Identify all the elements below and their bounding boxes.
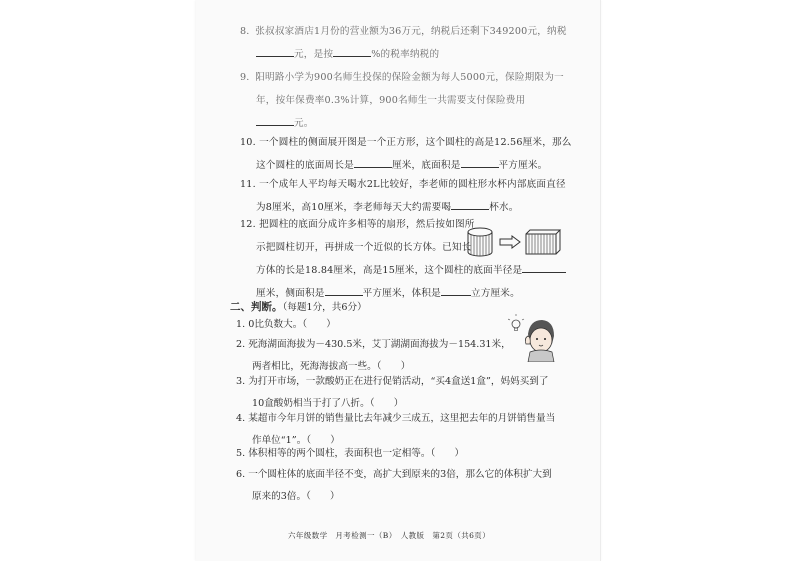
question-number: 1. (236, 319, 246, 330)
question-text: 某超市今年月饼的销售量比去年减少三成五，这里把去年的月饼销售量当 (248, 413, 556, 424)
question-text: 原来的3倍。（ ） (252, 491, 340, 502)
question-text: 阳明路小学为900名师生投保的保险金额为每人5000元，保险期限为一 (255, 72, 564, 83)
section-heading: 二、判断。 (230, 301, 283, 313)
section-title (230, 299, 367, 314)
question-text: 一个圆柱体的底面半径不变，高扩大到原来的3倍，那么它的体积扩大到 (248, 469, 552, 480)
cylinder-sliced-icon (468, 228, 492, 256)
answer-blank[interactable] (522, 262, 566, 273)
page-edge (600, 0, 601, 561)
answer-blank[interactable] (256, 46, 294, 57)
question-number: 6. (236, 469, 246, 480)
question-text: 元。 (294, 118, 314, 129)
question-number: 2. (236, 339, 246, 350)
question-text: 10盒酸奶相当于打了八折。（ ） (252, 398, 404, 409)
question-text: 0比负数大。（ ） (248, 319, 336, 330)
question-10 (240, 131, 572, 177)
question-text: 这个圆柱的底面周长是 (256, 160, 354, 171)
section-note: （每题1分，共6分） (282, 302, 367, 313)
question-text: 示把圆柱切开，再拼成一个近似的长方体。已知长 (256, 242, 472, 253)
cuboid-icon (526, 230, 560, 254)
question-text: 厘米，侧面积是 (256, 288, 325, 299)
question-number: 3. (236, 376, 246, 387)
question-number: 5. (236, 448, 246, 459)
question-text: 一个圆柱的侧面展开图是一个正方形，这个圆柱的高是12.56厘米，那么 (259, 137, 572, 148)
cylinder-to-cuboid-figure (466, 226, 562, 258)
question-text: 为打开市场，一款酸奶正在进行促销活动，“买4盒送1盒”，妈妈买到了 (248, 376, 549, 387)
question-text: %的税率纳税的 (371, 49, 440, 60)
question-number: 8. (240, 26, 250, 37)
page-footer: 六年级数学 月考检测一（B） 人教版 第2页（共6页） (288, 531, 491, 540)
question-8 (240, 20, 567, 66)
thinking-girl-icon (508, 314, 558, 362)
question-number: 10. (240, 137, 256, 148)
question-text: 作单位“1”。（ ） (252, 435, 340, 446)
question-text: 一个成年人平均每天喝水2L比较好，李老师的圆柱形水杯内部底面直径 (259, 179, 566, 190)
question-text: 为8厘米，高10厘米，李老师每天大约需要喝 (256, 202, 452, 213)
question-number: 9. (240, 72, 250, 83)
judgment-5 (236, 443, 464, 465)
judgment-1 (236, 314, 336, 336)
question-text: 杯水。 (489, 202, 519, 213)
answer-blank[interactable] (451, 199, 489, 210)
question-number: 11. (240, 179, 256, 190)
question-text: 元，是按 (294, 49, 334, 60)
question-text: 方体的长是18.84厘米，高是15厘米，这个圆柱的底面半径是 (256, 265, 523, 276)
question-text: 把圆柱的底面分成许多相等的扇形，然后按如图所 (259, 219, 475, 230)
answer-blank[interactable] (461, 157, 499, 168)
judgment-6 (236, 464, 552, 508)
question-number: 4. (236, 413, 246, 424)
question-number: 12. (240, 219, 256, 230)
answer-blank[interactable] (325, 285, 363, 296)
question-text: 体积相等的两个圆柱，表面积也一定相等。（ ） (248, 448, 465, 459)
question-text: 立方厘米。 (470, 288, 520, 299)
answer-blank[interactable] (354, 157, 392, 168)
answer-blank[interactable] (441, 285, 471, 296)
question-9 (240, 66, 564, 135)
question-text: 厘米，底面积是 (391, 160, 461, 171)
question-text: 平方厘米。 (498, 160, 548, 171)
right-arrow-icon (500, 236, 520, 248)
answer-blank[interactable] (256, 115, 294, 126)
question-text: 张叔叔家酒店1月份的营业额为36万元，纳税后还剩下349200元，纳税 (255, 26, 567, 37)
question-text: 平方厘米，体积是 (362, 288, 441, 299)
question-text: 年，按年保费率0.3%计算，900名师生一共需要支付保险费用 (256, 95, 526, 106)
answer-blank[interactable] (333, 46, 371, 57)
question-text: 死海湖面海拔为－430.5米，艾丁湖湖面海拔为－154.31米， (248, 339, 511, 350)
question-text: 两者相比，死海海拔高一些。（ ） (252, 361, 411, 372)
